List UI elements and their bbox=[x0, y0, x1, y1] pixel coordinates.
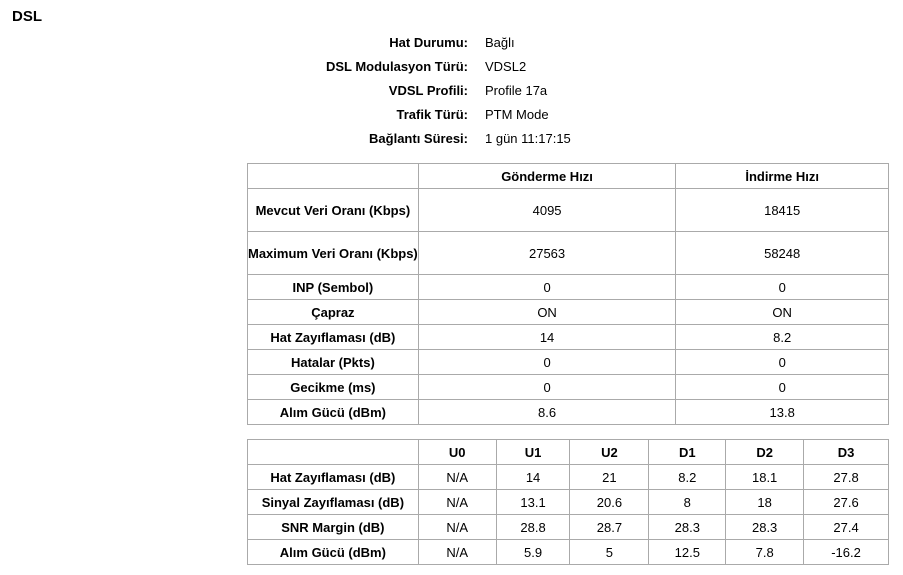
info-label: Bağlantı Süresi: bbox=[369, 130, 468, 146]
header-cell: U2 bbox=[570, 440, 649, 465]
header-cell: D2 bbox=[726, 440, 804, 465]
upload-value: 0 bbox=[418, 350, 676, 375]
row-label: Gecikme (ms) bbox=[248, 375, 419, 400]
band-value: N/A bbox=[418, 515, 496, 540]
band-value: 18 bbox=[726, 490, 804, 515]
header-cell: U1 bbox=[496, 440, 570, 465]
band-value: N/A bbox=[418, 540, 496, 565]
info-label: DSL Modulasyon Türü: bbox=[325, 58, 468, 74]
header-cell: U0 bbox=[418, 440, 496, 465]
table-row bbox=[248, 375, 889, 400]
row-label: Sinyal Zayıflaması (dB) bbox=[248, 490, 419, 515]
header-cell bbox=[248, 440, 419, 465]
table-row bbox=[248, 465, 889, 490]
upload-value: 4095 bbox=[418, 189, 676, 232]
upload-value: 14 bbox=[418, 325, 676, 350]
band-value: 28.3 bbox=[726, 515, 804, 540]
upload-value: 27563 bbox=[418, 232, 676, 275]
info-value: PTM Mode bbox=[485, 106, 549, 122]
table-row bbox=[248, 400, 889, 425]
download-value: 8.2 bbox=[676, 325, 889, 350]
info-value: Bağlı bbox=[485, 34, 515, 50]
header-cell: Gönderme Hızı bbox=[418, 164, 676, 189]
table-row bbox=[248, 275, 889, 300]
band-value: 28.7 bbox=[570, 515, 649, 540]
table-header-row bbox=[248, 440, 889, 465]
band-value: 27.8 bbox=[804, 465, 889, 490]
download-value: 13.8 bbox=[676, 400, 889, 425]
table-row bbox=[248, 189, 889, 232]
download-value: 0 bbox=[676, 275, 889, 300]
info-row bbox=[247, 102, 571, 126]
upload-value: ON bbox=[418, 300, 676, 325]
band-value: 5.9 bbox=[496, 540, 570, 565]
row-label: Hatalar (Pkts) bbox=[248, 350, 419, 375]
dsl-info-table bbox=[247, 30, 571, 150]
header-cell: İndirme Hızı bbox=[676, 164, 889, 189]
band-value: N/A bbox=[418, 465, 496, 490]
info-label: Trafik Türü: bbox=[396, 106, 468, 122]
info-value: Profile 17a bbox=[485, 82, 548, 98]
table-header-row bbox=[248, 164, 889, 189]
table-row bbox=[248, 232, 889, 275]
band-value: 14 bbox=[496, 465, 570, 490]
row-label: Alım Gücü (dBm) bbox=[248, 400, 419, 425]
band-value: 5 bbox=[570, 540, 649, 565]
row-label: Maximum Veri Oranı (Kbps) bbox=[248, 232, 419, 275]
band-value: 8 bbox=[649, 490, 726, 515]
band-value: 28.8 bbox=[496, 515, 570, 540]
band-value: N/A bbox=[418, 490, 496, 515]
band-value: 18.1 bbox=[726, 465, 804, 490]
download-value: 0 bbox=[676, 375, 889, 400]
info-row bbox=[247, 126, 571, 150]
header-cell bbox=[248, 164, 419, 189]
row-label: Mevcut Veri Oranı (Kbps) bbox=[248, 189, 419, 232]
table-row bbox=[248, 350, 889, 375]
table-row bbox=[248, 325, 889, 350]
info-row bbox=[247, 78, 571, 102]
band-value: 27.4 bbox=[804, 515, 889, 540]
band-value: 21 bbox=[570, 465, 649, 490]
band-value: 13.1 bbox=[496, 490, 570, 515]
band-value: -16.2 bbox=[804, 540, 889, 565]
info-value: VDSL2 bbox=[485, 58, 527, 74]
row-label: Hat Zayıflaması (dB) bbox=[248, 465, 419, 490]
table-row bbox=[248, 490, 889, 515]
row-label: Alım Gücü (dBm) bbox=[248, 540, 419, 565]
table-row bbox=[248, 540, 889, 565]
info-row bbox=[247, 54, 571, 78]
table-row bbox=[248, 300, 889, 325]
band-value: 20.6 bbox=[570, 490, 649, 515]
page-title: DSL bbox=[12, 8, 42, 25]
upload-value: 8.6 bbox=[418, 400, 676, 425]
info-row bbox=[247, 30, 571, 54]
band-value: 8.2 bbox=[649, 465, 726, 490]
header-cell: D3 bbox=[804, 440, 889, 465]
row-label: INP (Sembol) bbox=[248, 275, 419, 300]
row-label: SNR Margin (dB) bbox=[248, 515, 419, 540]
info-label: VDSL Profili: bbox=[388, 82, 468, 98]
table-row bbox=[248, 515, 889, 540]
download-value: 58248 bbox=[676, 232, 889, 275]
info-value: 1 gün 11:17:15 bbox=[485, 130, 571, 146]
download-value: 18415 bbox=[676, 189, 889, 232]
header-cell: D1 bbox=[649, 440, 726, 465]
row-label: Hat Zayıflaması (dB) bbox=[248, 325, 419, 350]
band-value: 7.8 bbox=[726, 540, 804, 565]
rate-table bbox=[247, 163, 889, 425]
band-value: 28.3 bbox=[649, 515, 726, 540]
download-value: ON bbox=[676, 300, 889, 325]
download-value: 0 bbox=[676, 350, 889, 375]
band-table bbox=[247, 439, 889, 565]
upload-value: 0 bbox=[418, 375, 676, 400]
band-value: 12.5 bbox=[649, 540, 726, 565]
row-label: Çapraz bbox=[248, 300, 419, 325]
upload-value: 0 bbox=[418, 275, 676, 300]
band-value: 27.6 bbox=[804, 490, 889, 515]
info-label: Hat Durumu: bbox=[389, 34, 468, 50]
